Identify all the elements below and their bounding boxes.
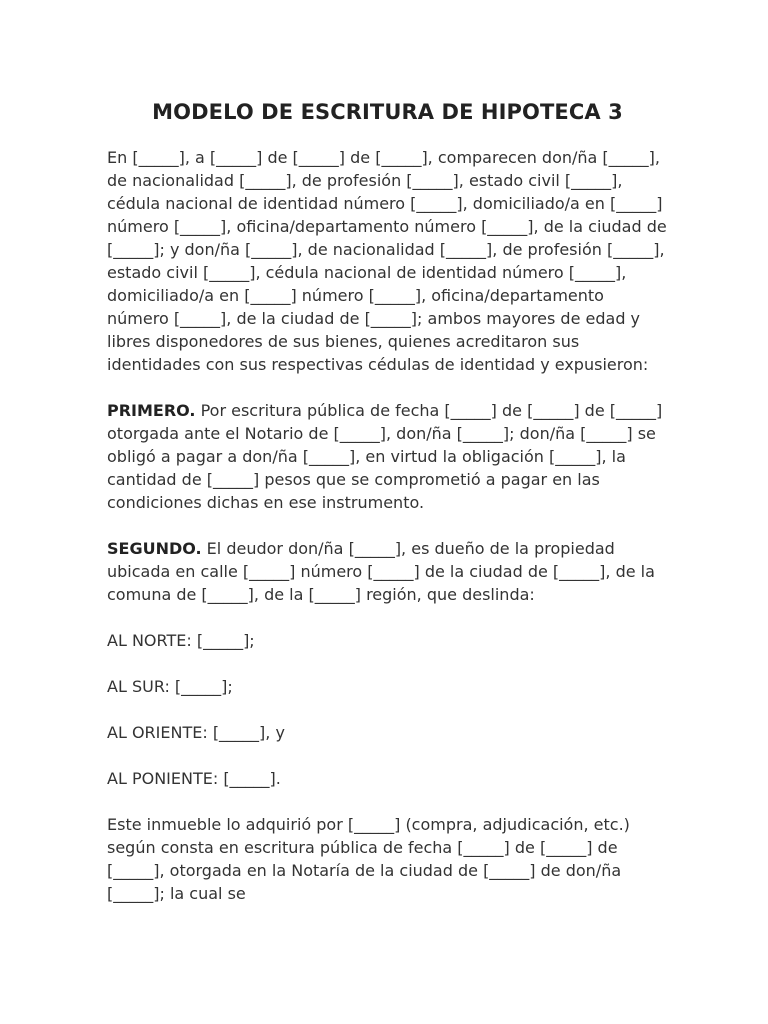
clause-primero-heading: PRIMERO.: [107, 401, 196, 420]
boundary-norte: AL NORTE: [_____];: [107, 631, 255, 650]
clause-primero-text: Por escritura pública de fecha [_____] de [_____] de [_____] otorgada ante el Notario de [_____], don/ña [_____]; don/ña [_____] se obligó a pagar a don/ña [_____], en virtud la obligación [_____], la cantidad de [_____] pesos que se comprometió a pagar en las condiciones dichas en ese instrumento.: [107, 401, 663, 512]
boundary-oriente: AL ORIENTE: [_____], y: [107, 723, 285, 742]
intro-paragraph: En [_____], a [_____] de [_____] de [_____], comparecen don/ña [_____], de nacionalidad [_____], de profesión [_____], estado civil [_____], cédula nacional de identidad número [_____], domiciliado/a en [_____] número [_____], oficina/departamento número [_____], de la ciudad de [_____]; y don/ña [_____], de nacionalidad [_____], de profesión [_____], estado civil [_____], cédula nacional de identidad número [_____], domiciliado/a en [_____] número [_____], oficina/departamento número [_____], de la ciudad de [_____]; ambos mayores de edad y libres disponedores de sus bienes, quienes acreditaron sus identidades con sus respectivas cédulas de identidad y expusieron:: [107, 148, 667, 374]
clause-primero: [107, 399, 668, 514]
boundary-poniente: AL PONIENTE: [_____].: [107, 769, 281, 788]
clause-segundo-heading: SEGUNDO.: [107, 539, 202, 558]
clause-segundo-text: El deudor don/ña [_____], es dueño de la propiedad ubicada en calle [_____] número [_____] de la ciudad de [_____], de la comuna de [_____], de la [_____] región, que deslinda:: [107, 539, 655, 604]
boundary-sur: AL SUR: [_____];: [107, 677, 233, 696]
clause-segundo: [107, 537, 668, 606]
document-title: MODELO DE ESCRITURA DE HIPOTECA 3: [152, 100, 623, 124]
closing-paragraph: Este inmueble lo adquirió por [_____] (compra, adjudicación, etc.) según consta en escritura pública de fecha [_____] de [_____] de [_____], otorgada en la Notaría de la ciudad de [_____] de don/ña [_____]; la cual se: [107, 815, 630, 903]
